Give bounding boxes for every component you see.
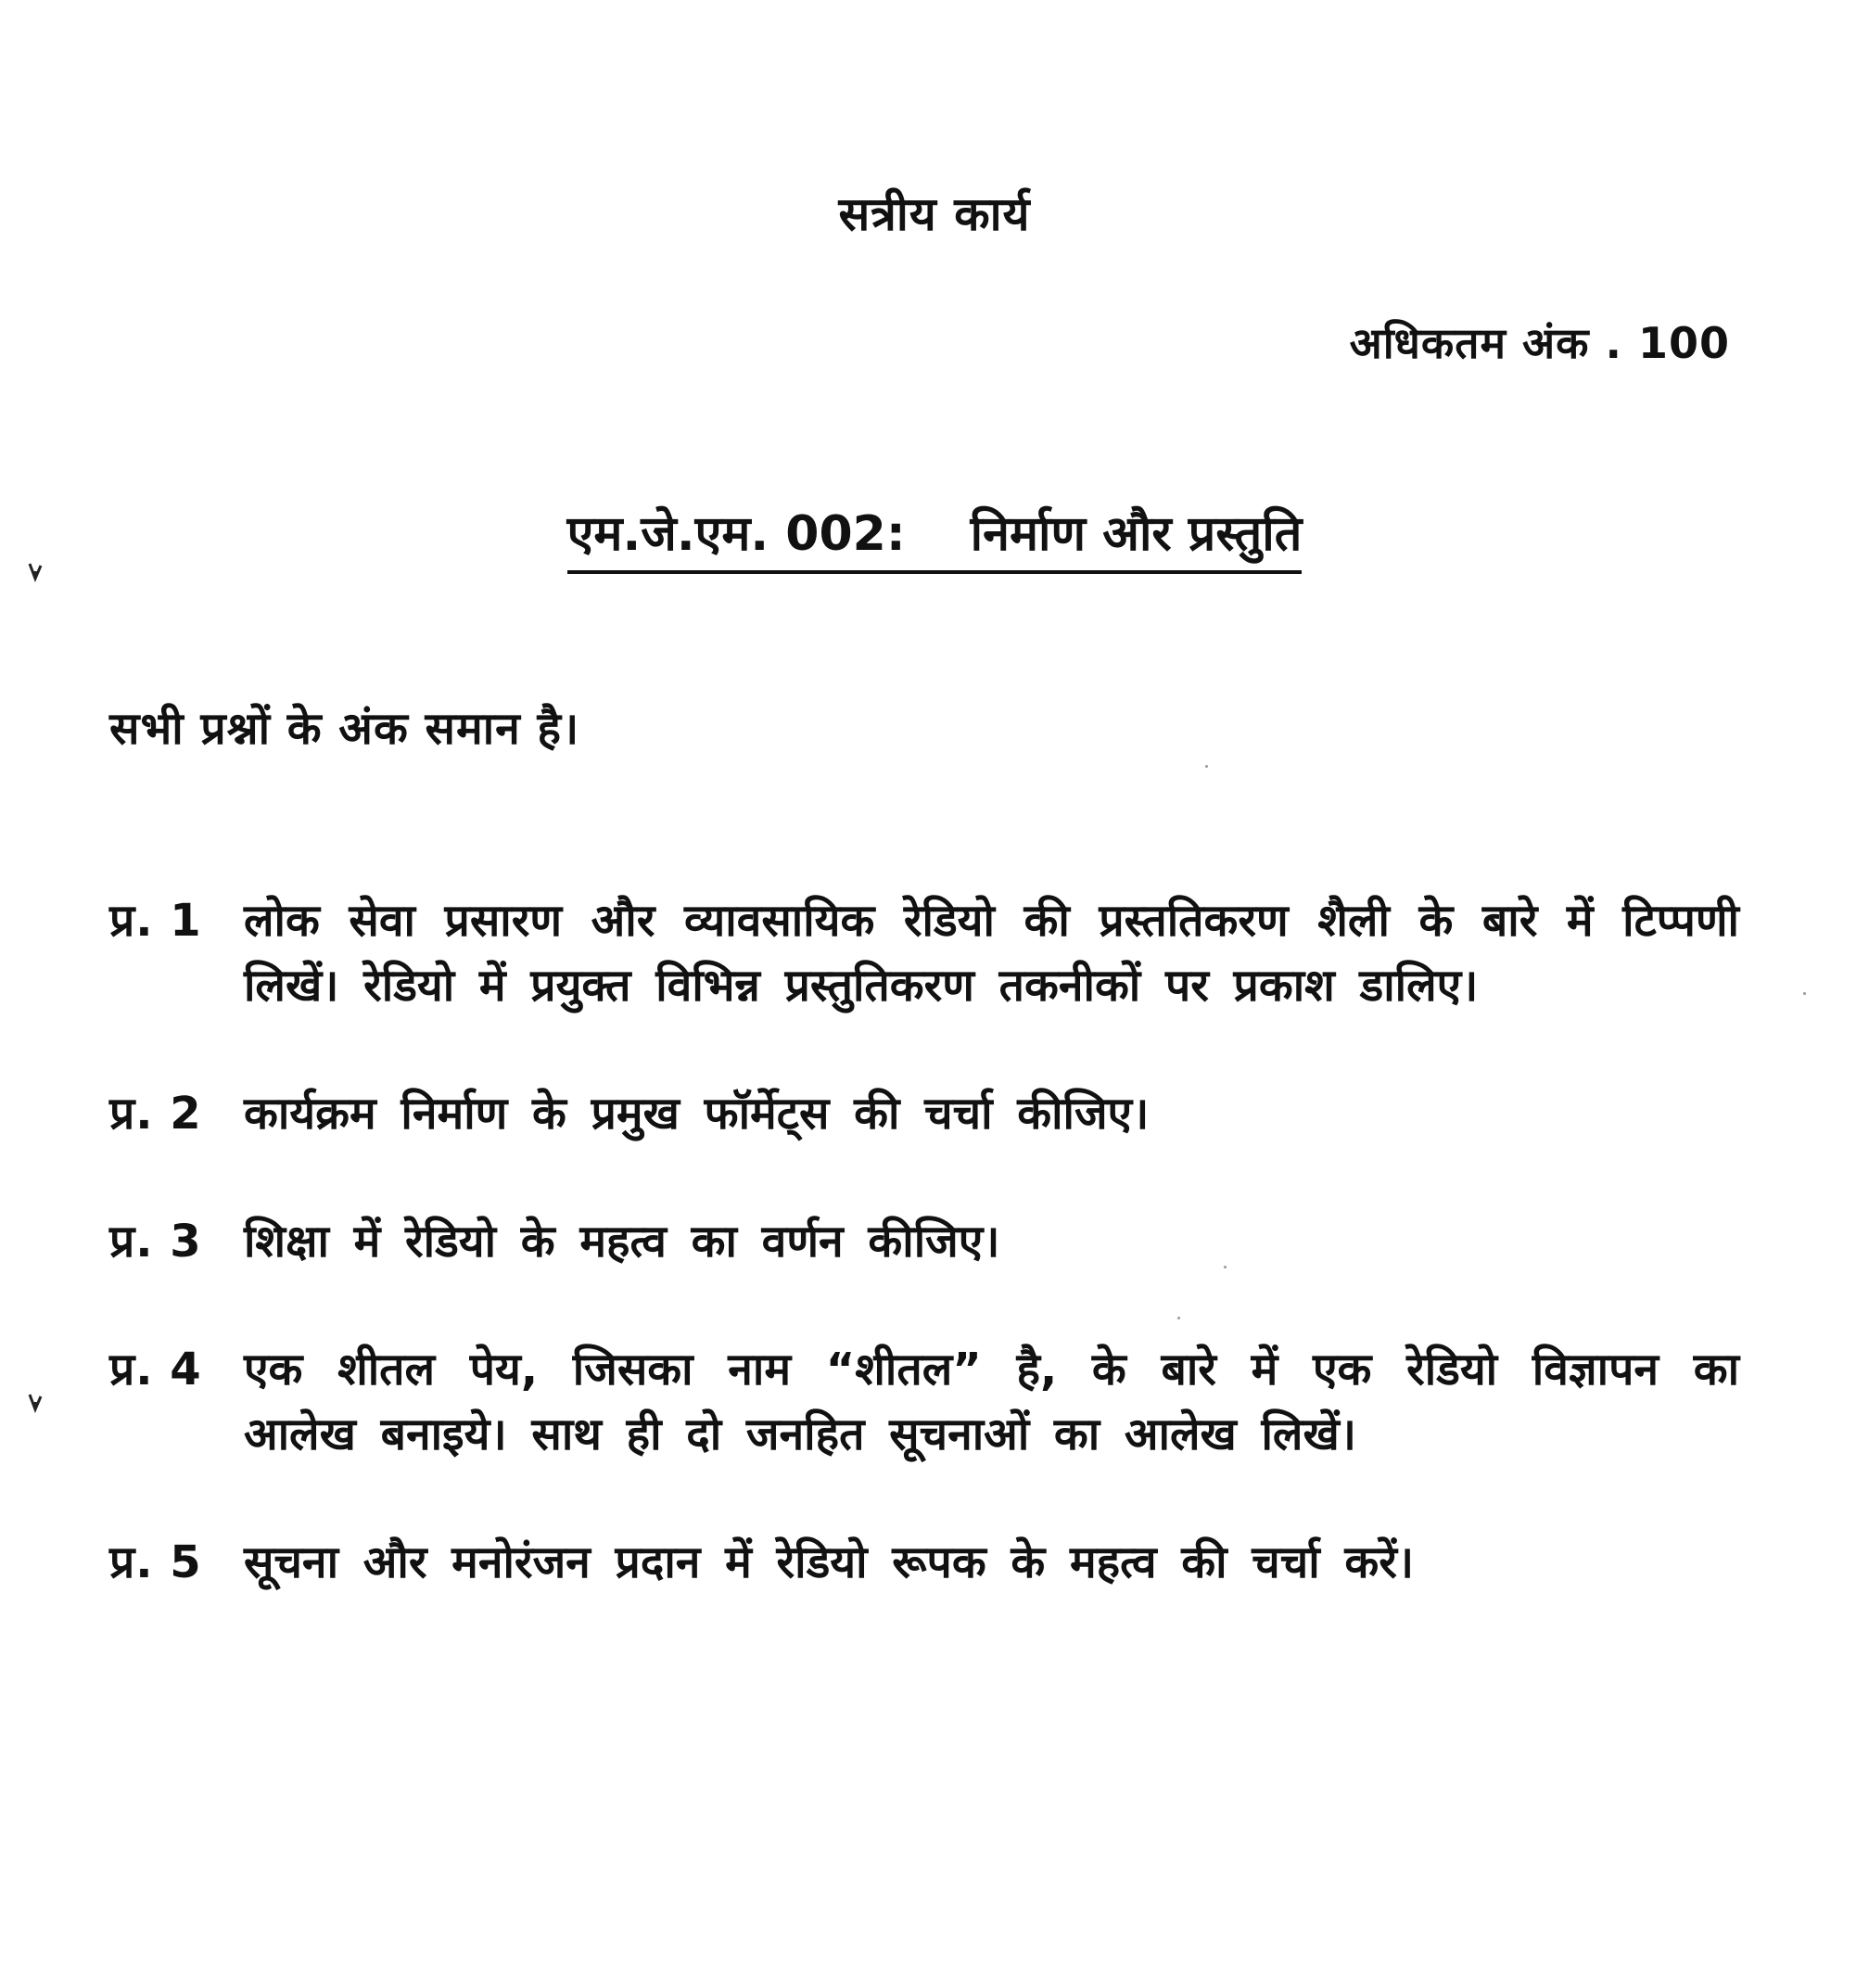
question-number: प्र. 3 bbox=[109, 1216, 202, 1268]
course-code: एम.जे.एम. 002: bbox=[566, 506, 906, 562]
question-text: सूचना और मनोरंजन प्रदान में रेडियो रूपक के महत्व की चर्चा करें। bbox=[244, 1536, 1415, 1588]
scan-speck bbox=[1803, 992, 1806, 995]
question-item bbox=[109, 888, 1739, 1018]
question-number: प्र. 1 bbox=[109, 895, 202, 947]
max-marks: अधिकतम अंक . 100 bbox=[1349, 318, 1730, 368]
course-name: निर्माण और प्रस्तुति bbox=[970, 506, 1303, 562]
scan-speck bbox=[1177, 1317, 1180, 1319]
question-item bbox=[109, 1530, 1739, 1595]
scan-mark-icon bbox=[26, 1391, 44, 1415]
question-item bbox=[109, 1209, 1739, 1274]
instruction-text: सभी प्रश्नों के अंक समान है। bbox=[109, 703, 580, 755]
question-number: प्र. 4 bbox=[109, 1344, 202, 1395]
course-title-underlined bbox=[567, 499, 1303, 574]
question-list bbox=[109, 888, 1739, 1658]
question-item bbox=[109, 1337, 1739, 1467]
question-item bbox=[109, 1081, 1739, 1146]
question-text: एक शीतल पेय, जिसका नाम “शीतल” है, के बारे में एक रेडियो विज्ञापन का आलेख बनाइये। साथ ही दो जनहित सूचनाओं का आलेख लिखें। bbox=[244, 1344, 1739, 1460]
question-text: कार्यक्रम निर्माण के प्रमुख फॉर्मेट्स की चर्चा कीजिए। bbox=[244, 1088, 1150, 1140]
scan-mark-icon bbox=[26, 560, 44, 584]
question-text: लोक सेवा प्रसारण और व्यावसायिक रेडियो की प्रस्ततिकरण शैली के बारे में टिप्पणी लिखें। रेडियो में प्रयुक्त विभिन्न प्रस्तुतिकरण तकनीकों पर प्रकाश डालिए। bbox=[244, 895, 1739, 1012]
scan-speck bbox=[1224, 1266, 1227, 1268]
question-number: प्र. 2 bbox=[109, 1088, 202, 1140]
assignment-heading: सत्रीय कार्य bbox=[838, 187, 1031, 241]
question-text: शिक्षा में रेडियो के महत्व का वर्णन कीजिए। bbox=[244, 1216, 1000, 1268]
scan-speck bbox=[1205, 765, 1208, 768]
course-title bbox=[0, 499, 1869, 574]
question-number: प्र. 5 bbox=[109, 1536, 202, 1588]
